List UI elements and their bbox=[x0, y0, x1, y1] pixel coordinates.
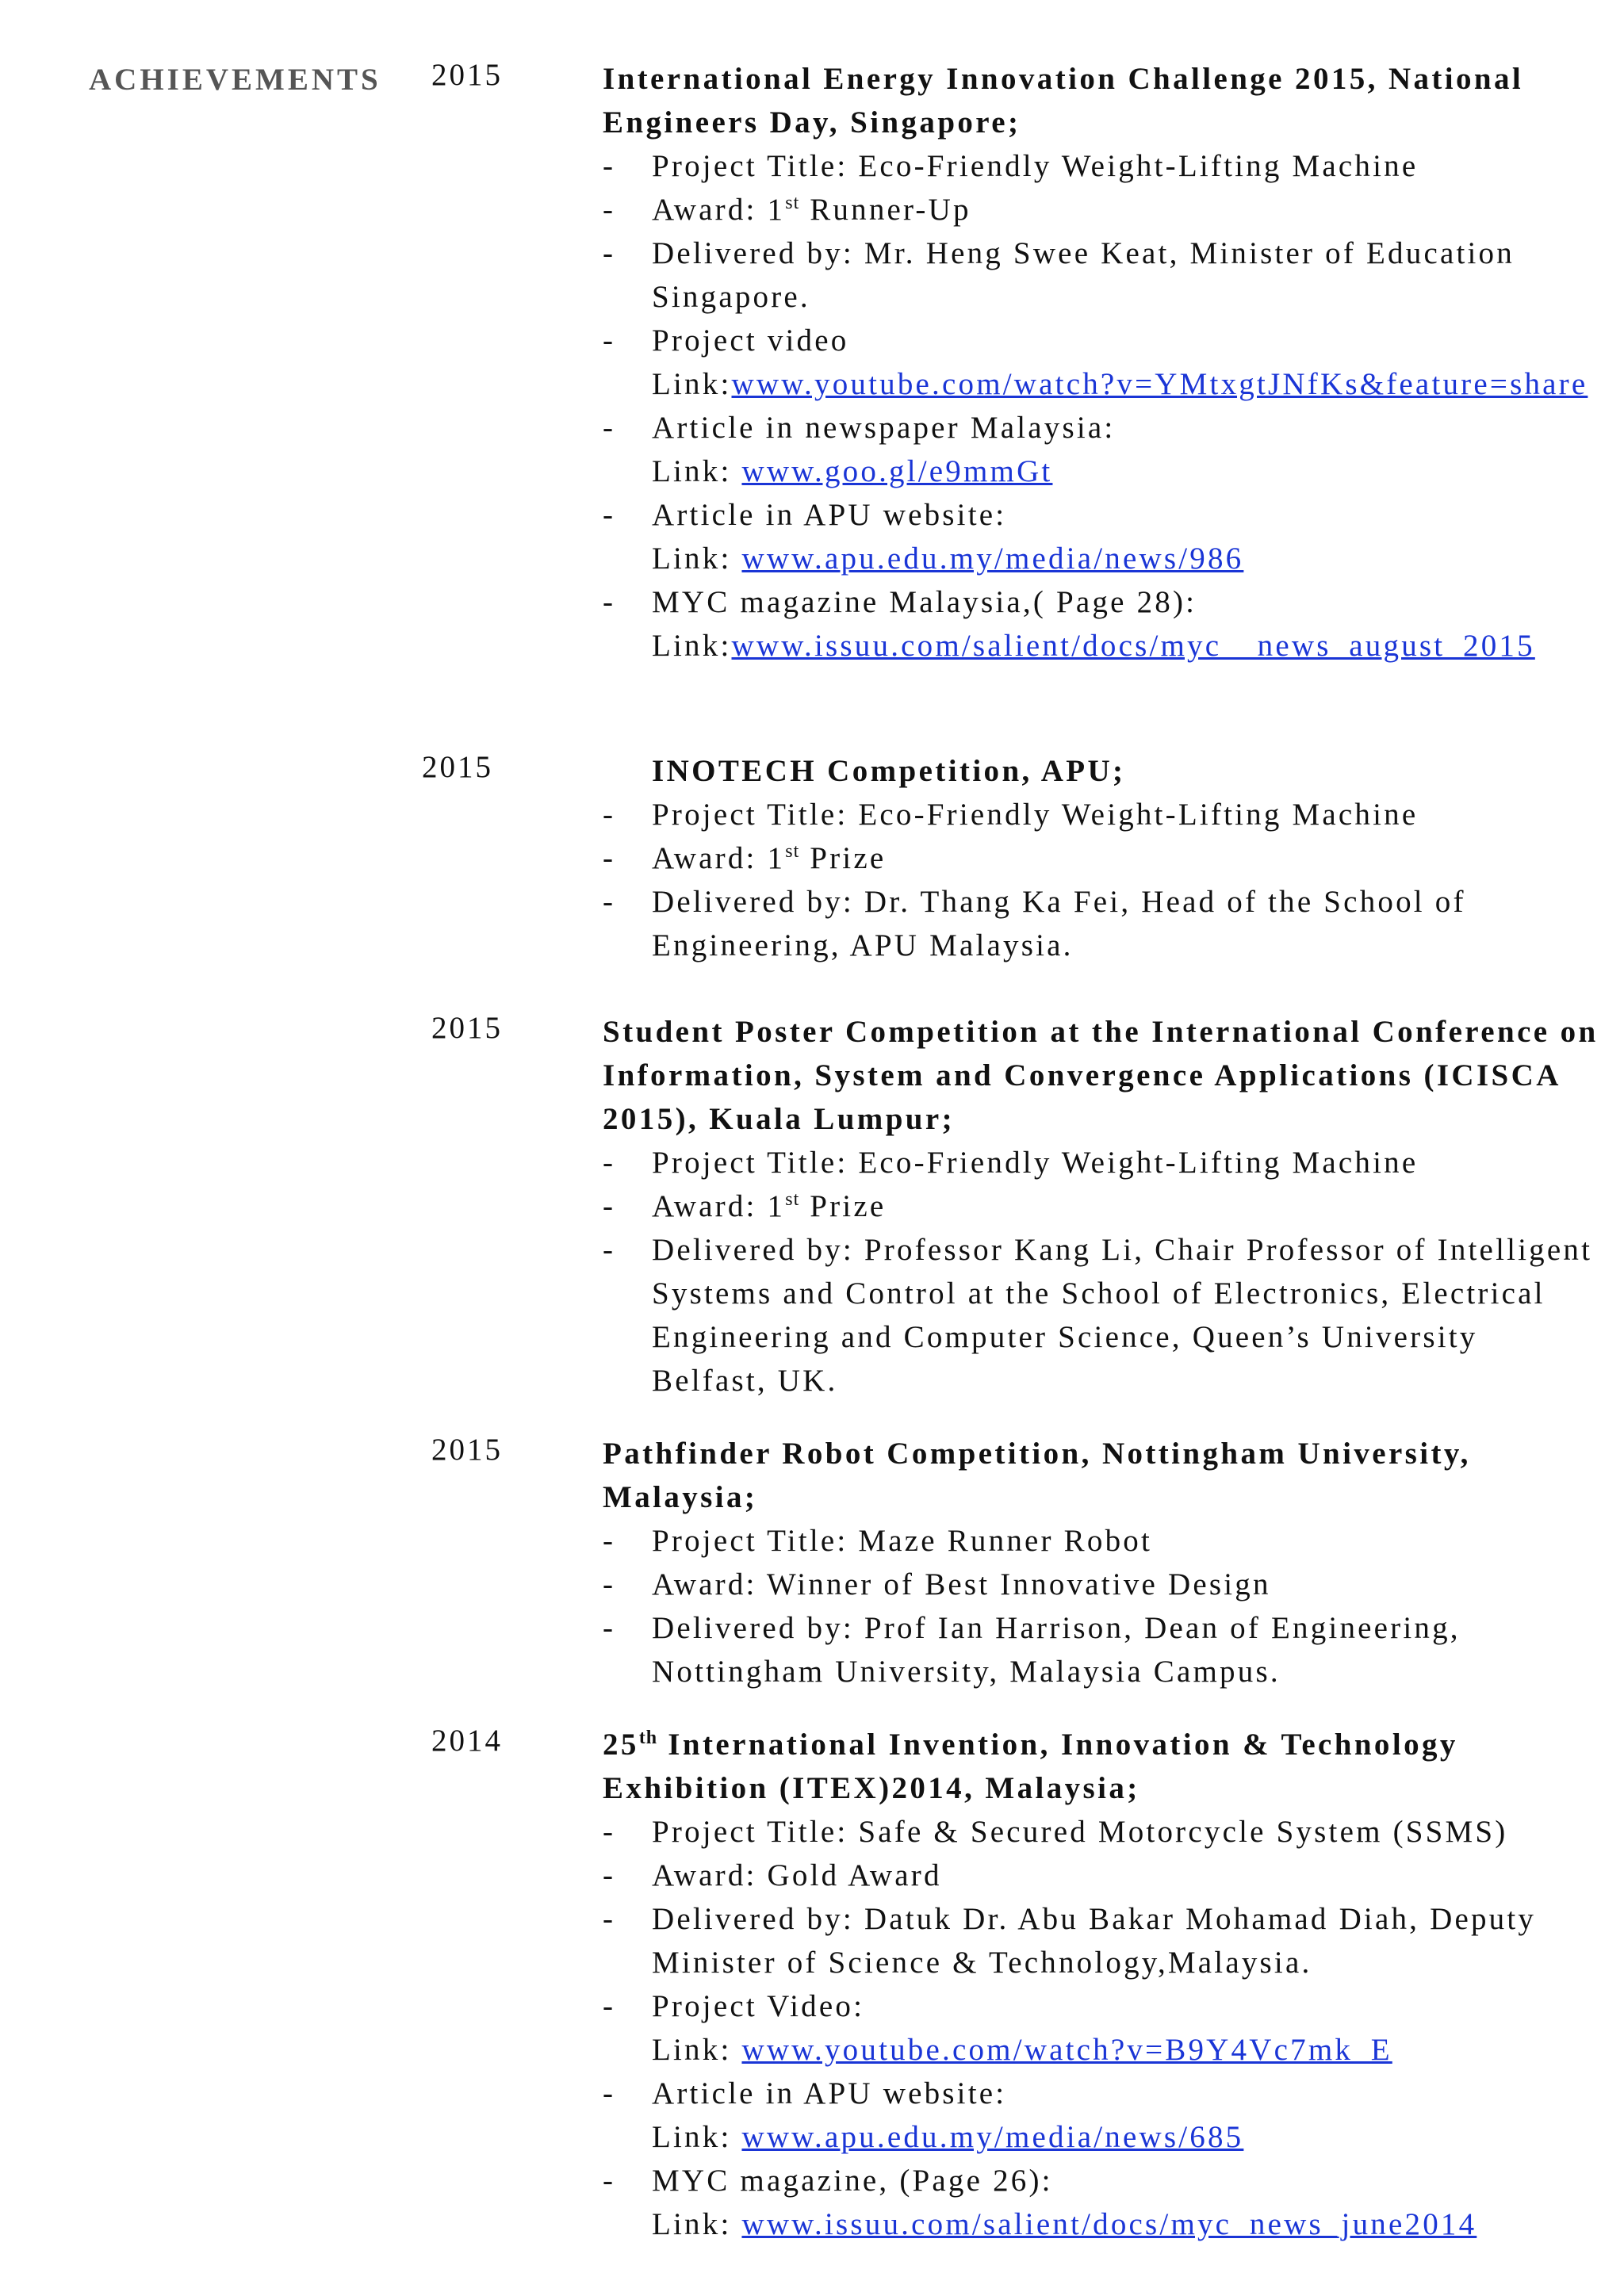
list-item: - Project Title: Eco-Friendly Weight-Lifting Machine bbox=[603, 149, 1419, 183]
list-item: - Delivered by: Prof Ian Harrison, Dean of Engineering, Nottingham University, Malaysia Campus. bbox=[603, 1611, 1461, 1689]
list-item: - Award: Winner of Best Innovative Design bbox=[603, 1567, 1271, 1601]
entry-title: 25th International Invention, Innovation & Technology Exhibition (ITEX)2014, Malaysia; bbox=[603, 1728, 1458, 1805]
entry-year: 2015 bbox=[431, 58, 503, 92]
entry-body bbox=[603, 1010, 1602, 1402]
list-item: - Article in APU website: Link: www.apu.edu.my/media/news/986 bbox=[603, 498, 1244, 576]
list-item: - Award: 1st Prize bbox=[603, 1189, 887, 1223]
apu-article-link[interactable]: www.apu.edu.my/media/news/685 bbox=[741, 2120, 1244, 2154]
entry-year: 2014 bbox=[431, 1724, 503, 1758]
video-link[interactable]: www.youtube.com/watch?v=B9Y4Vc7mk_E bbox=[741, 2033, 1392, 2067]
list-item: - Project Title: Eco-Friendly Weight-Lifting Machine bbox=[603, 798, 1419, 832]
entry-details bbox=[603, 1141, 1602, 1402]
list-item: - Project Title: Eco-Friendly Weight-Lifting Machine bbox=[603, 1146, 1419, 1180]
list-item: - Project Video: Link: www.youtube.com/watch?v=B9Y4Vc7mk_E bbox=[603, 1989, 1392, 2067]
list-item: - Award: Gold Award bbox=[603, 1858, 942, 1892]
list-item: - Project Title: Safe & Secured Motorcycle System (SSMS) bbox=[603, 1815, 1508, 1849]
entry-year: 2015 bbox=[422, 750, 493, 784]
section-title: ACHIEVEMENTS bbox=[89, 63, 381, 97]
entry-year: 2015 bbox=[431, 1433, 503, 1467]
list-item: - Award: 1st Prize bbox=[603, 841, 887, 875]
entry-title: Student Poster Competition at the International Conference on Information, System and Convergence Applications (ICISCA 2015), Kuala Lumpur; bbox=[603, 1015, 1599, 1136]
list-item: - Article in newspaper Malaysia: Link: www.goo.gl/e9mmGt bbox=[603, 411, 1116, 488]
list-item: - Delivered by: Datuk Dr. Abu Bakar Mohamad Diah, Deputy Minister of Science & Technology,Malaysia. bbox=[603, 1902, 1537, 1980]
entry-year: 2015 bbox=[431, 1011, 503, 1045]
video-link[interactable]: www.youtube.com/watch?v=YMtxgtJNfKs&feature=share bbox=[731, 367, 1588, 401]
entry-body bbox=[603, 1723, 1602, 2246]
entry-body bbox=[603, 57, 1602, 668]
entry-body bbox=[603, 1432, 1602, 1693]
list-item: - Project Title: Maze Runner Robot bbox=[603, 1524, 1153, 1558]
entry-title: Pathfinder Robot Competition, Nottingham University, Malaysia; bbox=[603, 1437, 1471, 1514]
list-item: - Project video Link:www.youtube.com/watch?v=YMtxgtJNfKs&feature=share bbox=[603, 323, 1588, 401]
entry-title: INOTECH Competition, APU; bbox=[652, 754, 1126, 788]
entry-details bbox=[603, 1519, 1602, 1693]
entry-details bbox=[603, 144, 1602, 668]
list-item: - Article in APU website: Link: www.apu.edu.my/media/news/685 bbox=[603, 2076, 1244, 2154]
list-item: - Delivered by: Dr. Thang Ka Fei, Head of the School of Engineering, APU Malaysia. bbox=[603, 885, 1466, 962]
newspaper-link[interactable]: www.goo.gl/e9mmGt bbox=[741, 454, 1053, 488]
list-item: - Award: 1st Runner-Up bbox=[603, 193, 971, 227]
entry-title: International Energy Innovation Challenge 2015, National Engineers Day, Singapore; bbox=[603, 62, 1524, 140]
list-item: - Delivered by: Mr. Heng Swee Keat, Minister of Education Singapore. bbox=[603, 236, 1515, 314]
entry-body bbox=[603, 749, 1602, 967]
list-item: - Delivered by: Professor Kang Li, Chair Professor of Intelligent Systems and Control at the School of Electronics, Electrical Engineering and Computer Science, Queen’s University Belfast, UK. bbox=[603, 1233, 1593, 1398]
list-item: - MYC magazine Malaysia,( Page 28): Link:www.issuu.com/salient/docs/myc__news_august_2015 bbox=[603, 585, 1535, 663]
magazine-link[interactable]: www.issuu.com/salient/docs/myc_news_june2014 bbox=[741, 2207, 1477, 2241]
entry-details bbox=[603, 1810, 1602, 2246]
magazine-link[interactable]: www.issuu.com/salient/docs/myc__news_august_2015 bbox=[731, 629, 1535, 663]
entry-details bbox=[603, 793, 1602, 967]
apu-article-link[interactable]: www.apu.edu.my/media/news/986 bbox=[741, 541, 1244, 576]
list-item: - MYC magazine, (Page 26): Link: www.issuu.com/salient/docs/myc_news_june2014 bbox=[603, 2164, 1477, 2241]
